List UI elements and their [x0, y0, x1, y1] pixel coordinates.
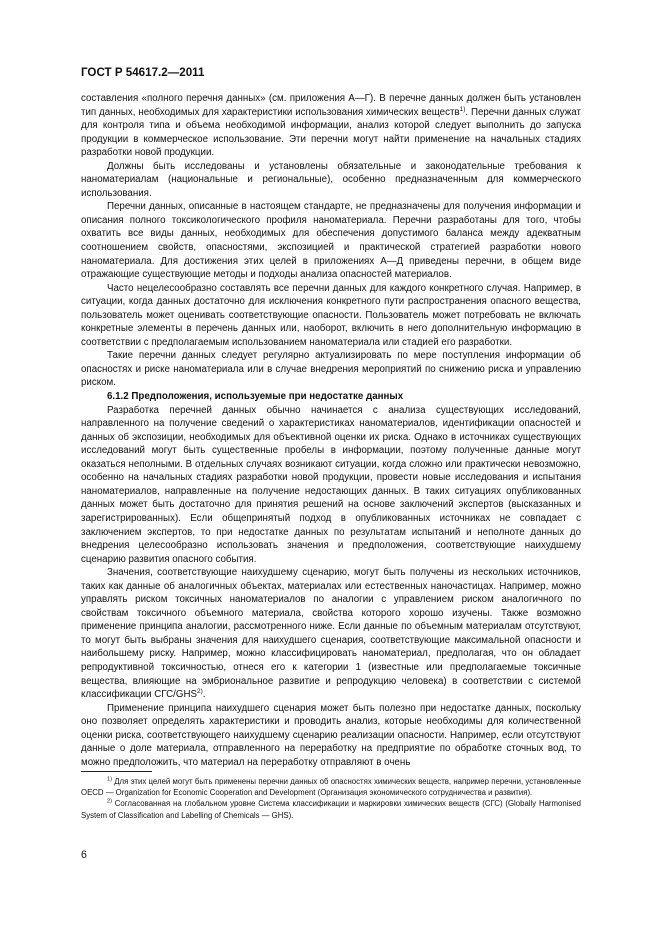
text-run: . Перечни данных служат для контроля типа и объема необходимой информации, анализ которой следует выполнить до запуска продукции в коммерческое использование. Эти перечни могут найти применение на начальных стадиях разработки новой продукции. — [81, 106, 581, 159]
footnotes — [81, 776, 581, 821]
text-run: Перечни данных, описанные в настоящем стандарте, не предназначены для получения информации и описания полного токсикологического профиля наноматериала. Перечни разработаны для того, чтобы охватить все виды данных, необходимых для обеспечения допустимого баланса между адекватным соотношением свойств, опасностями, экспозицией и практической стратегией разработки нового наноматериала. Для достижения этих целей в приложениях А—Д приведены перечни, в общем виде отражающие существующие методы и подходы анализа опасностей материалов. — [81, 201, 581, 281]
paragraph — [81, 160, 581, 201]
paragraph — [81, 702, 581, 770]
paragraph — [81, 92, 581, 160]
text-run: составления «полного перечня данных» (см. приложения А—Г). В перечне данных должен быть установлен тип данных, необходимых для характеристики использования химических веществ — [81, 93, 581, 118]
footnote-mark: 2) — [107, 798, 112, 805]
text-run: Должны быть исследованы и установлены обязательные и законодательные требования к наноматериалам (национальные и региональные), особенно предназначенным для коммерческого использования. — [81, 160, 581, 199]
footnote-ref: 2) — [197, 687, 203, 695]
footnote-text: Согласованная на глобальном уровне Система классификации и маркировки химических веществ (СГС) (Globally Harmonised System of Classification and Labelling of Chemicals — GHS). — [81, 799, 581, 820]
footnote-text: Для этих целей могут быть применены перечни данных об опасностях химических веществ, например перечни, установленные OECD — Organization for Economic Cooperation and Development (Организация экономического сотрудничества и развития). — [81, 777, 581, 798]
footnote — [81, 776, 581, 798]
text-run: Часто нецелесообразно составлять все перечни данных для каждого конкретного случая. Например, в ситуации, когда данных достаточно для исключения конкретного пути распространения опасного вещества, пользователь может оценивать соответствующие опасности. Пользователь может потребовать не включать конкретные элементы в перечень данных или, наоборот, включить в него дополнительную информацию в соответствии с предполагаемым использованием наноматериала или стадией его разработки. — [81, 282, 581, 348]
main-text — [81, 92, 581, 769]
text-run: . — [202, 689, 206, 701]
paragraph — [81, 566, 581, 701]
footnote — [81, 798, 581, 820]
footnote-divider — [81, 771, 152, 772]
text-run: 6.1.2 Предположения, используемые при недостатке данных — [107, 391, 404, 403]
footnote-ref: 1) — [459, 105, 466, 113]
page-number: 6 — [81, 849, 87, 861]
paragraph — [81, 404, 581, 567]
footnote-mark: 1) — [107, 776, 112, 783]
text-run: Такие перечни данных следует регулярно актуализировать по мере поступления информации об опасностях и риске наноматериала или в случае внедрения мероприятий по снижению риска и управлению риском. — [81, 350, 581, 389]
text-run: Разработка перечней данных обычно начинается с анализа существующих исследований, направленного на получение сведений о характеристиках наноматериалов, идентификации опасностей и данных об экспозиции, необходимых для объективной оценки их риска. Однако в источниках существующих исследований могут быть существенные пробелы в информации, поэтому полученные данные могут оказаться неполными. В отдельных случаях возникают ситуации, когда сложно или практически невозможно, особенно на начальных стадиях разработки новой продукции, провести новые исследования и испытания наноматериалов, направленные на получение недостающих данных. В таких ситуациях опубликованных данных может быть достаточно для принятия решений на основе заключений экспертов (высказанных и зарегистрированных). Если общепринятый подход в опубликованных источниках не совпадает с заключением экспертов, то при недостатке данных по результатам испытаний и неполноте данных до внедрения целесообразно использовать значения и предположения, соответствующие наихудшему сценарию развития опасного события. — [81, 404, 581, 565]
text-run: Применение принципа наихудшего сценария может быть полезно при недостатке данных, поскольку оно позволяет определять характеристики и проводить анализ, которые необходимы для количественной оценки риска, соответствующего наихудшему сценарию реализации опасности. Например, если отсутствуют данные о доле материала, отправленного на переработку на предприятие по обработке сточных вод, то можно предположить, что материал на переработку отправляют в очень — [81, 702, 581, 768]
paragraph — [81, 282, 581, 350]
document-header: ГОСТ Р 54617.2—2011 — [81, 66, 205, 79]
section-heading — [81, 390, 581, 404]
paragraph — [81, 200, 581, 281]
text-run: Значения, соответствующие наихудшему сценарию, могут быть получены из нескольких источников, таких как данные об аналогичных объектах, материалах или естественных наночастицах. Например, можно управлять риском токсичных наноматериалов по аналогии с управлением риском аналогичного по свойствам токсичного объемного материала, свойства которого хорошо изучены. Также возможно применение принципа аналогии, рассмотренного ниже. Если данные по объемным материалам отсутствуют, то могут быть выбраны значения для наихудшего сценария, соответствующие максимальной опасности и наибольшему риску. Например, можно классифицировать наноматериал, предполагая, что он обладает репродуктивной токсичностью, отнеся его к категории 1 (известные или предполагаемые токсичные вещества, влияющие на эмбриональное развитие и репродукцию человека) в соответствии с системой классификации СГС/GHS — [81, 567, 581, 701]
paragraph — [81, 349, 581, 390]
